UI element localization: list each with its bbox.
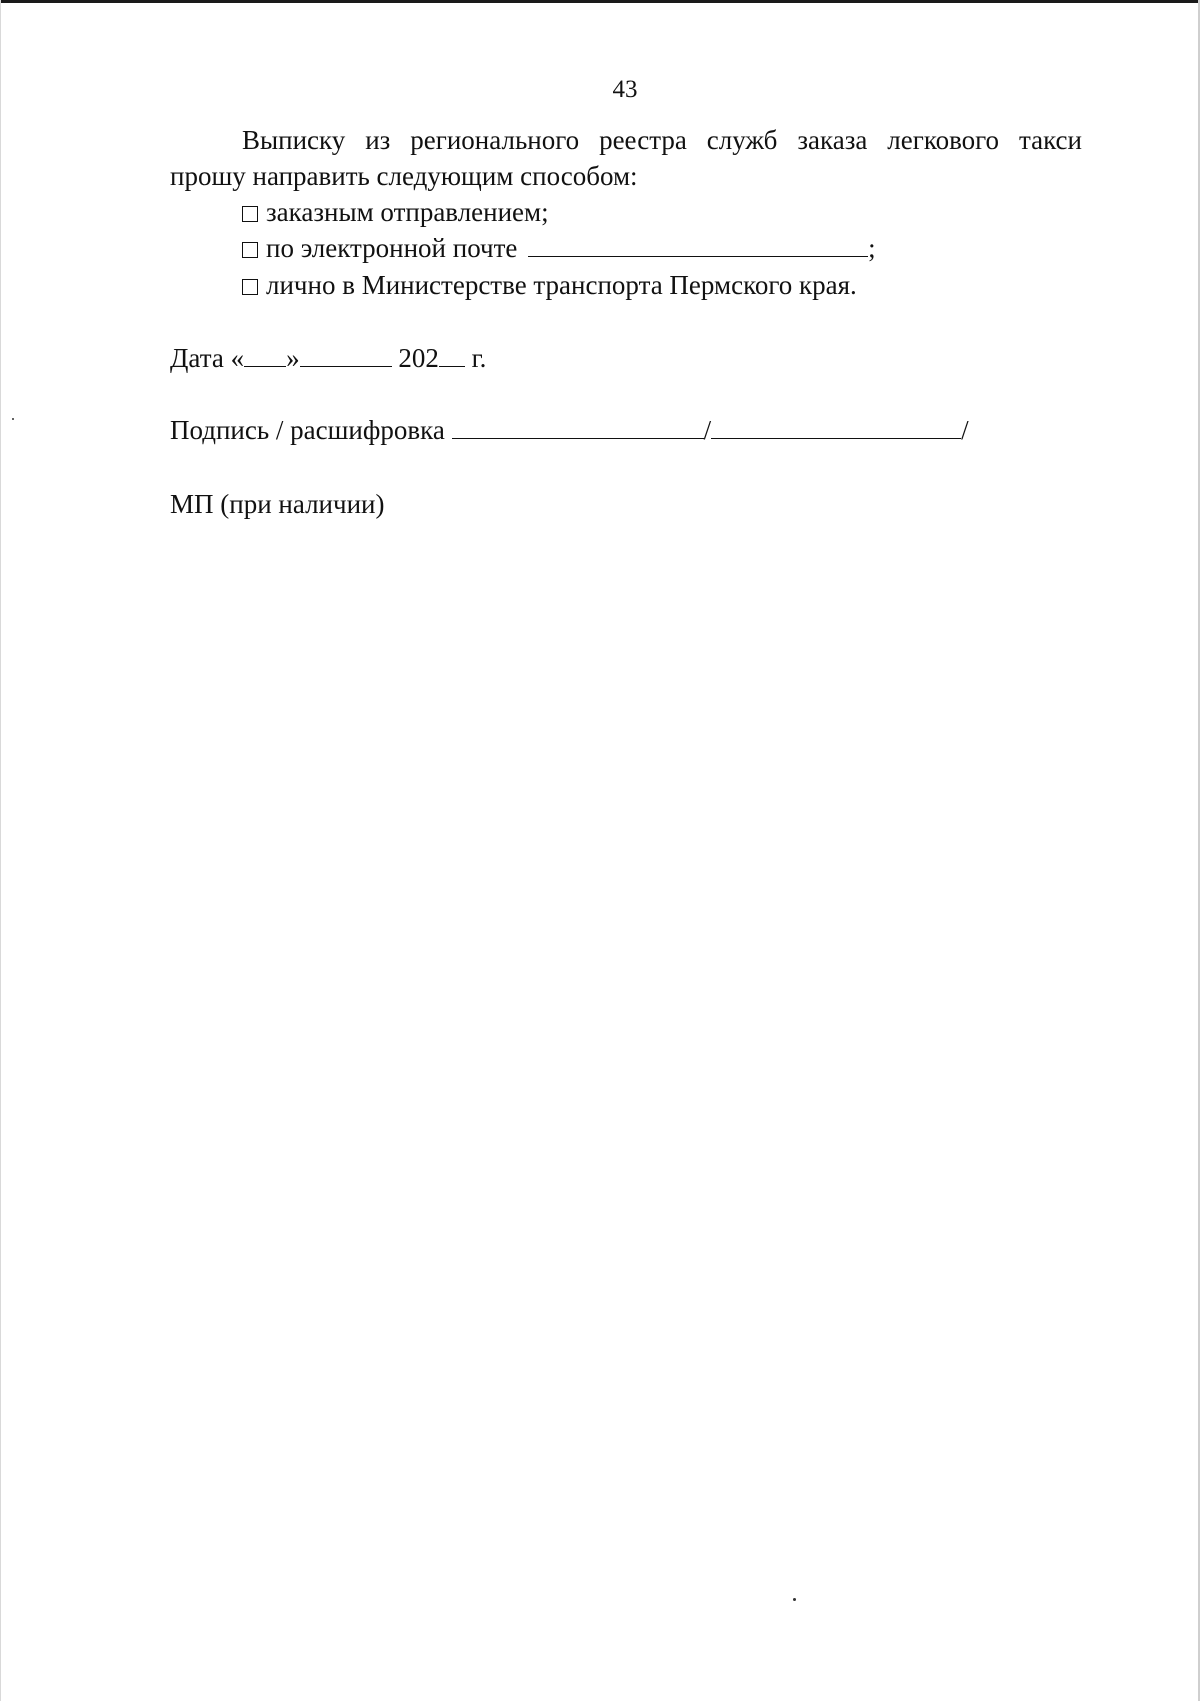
scan-edge-left [0, 0, 1, 1701]
decoding-blank[interactable] [711, 416, 961, 439]
option-email-suffix: ; [868, 233, 876, 263]
option-email-label: по электронной почте [266, 233, 518, 263]
page-number: 43 [612, 76, 638, 103]
signature-line [170, 412, 969, 448]
checkbox-registered-mail[interactable] [242, 206, 258, 222]
scan-speck [12, 418, 14, 420]
email-blank-field[interactable] [528, 234, 868, 257]
request-line-1: Выписку из регионального реестра служб заказа легкового такси [242, 125, 1082, 155]
option-in-person-label: лично в Министерстве транспорта Пермского края. [266, 270, 857, 300]
stamp-line: МП (при наличии) [170, 489, 385, 519]
option-registered-mail-label: заказным отправлением; [266, 197, 549, 227]
option-registered-mail[interactable] [242, 194, 549, 230]
date-label: Дата « [170, 343, 245, 373]
date-year-prefix: 202 [398, 343, 439, 373]
date-month-blank[interactable] [300, 344, 392, 367]
date-year-suffix: г. [464, 343, 487, 373]
date-line [170, 340, 486, 376]
request-line-2: прошу направить следующим способом: [170, 161, 638, 191]
date-year-blank[interactable] [439, 344, 465, 367]
checkbox-in-person[interactable] [242, 279, 258, 295]
signature-label: Подпись / расшифровка [170, 415, 445, 445]
signature-blank[interactable] [452, 416, 704, 439]
scan-speck [793, 1598, 796, 1601]
date-day-blank[interactable] [244, 344, 286, 367]
option-email[interactable] [242, 230, 876, 266]
signature-end: / [961, 415, 969, 445]
checkbox-email[interactable] [242, 242, 258, 258]
option-in-person[interactable] [242, 267, 857, 303]
scan-edge-top [0, 0, 1200, 3]
date-close-quote: » [286, 343, 300, 373]
signature-separator: / [703, 415, 712, 445]
